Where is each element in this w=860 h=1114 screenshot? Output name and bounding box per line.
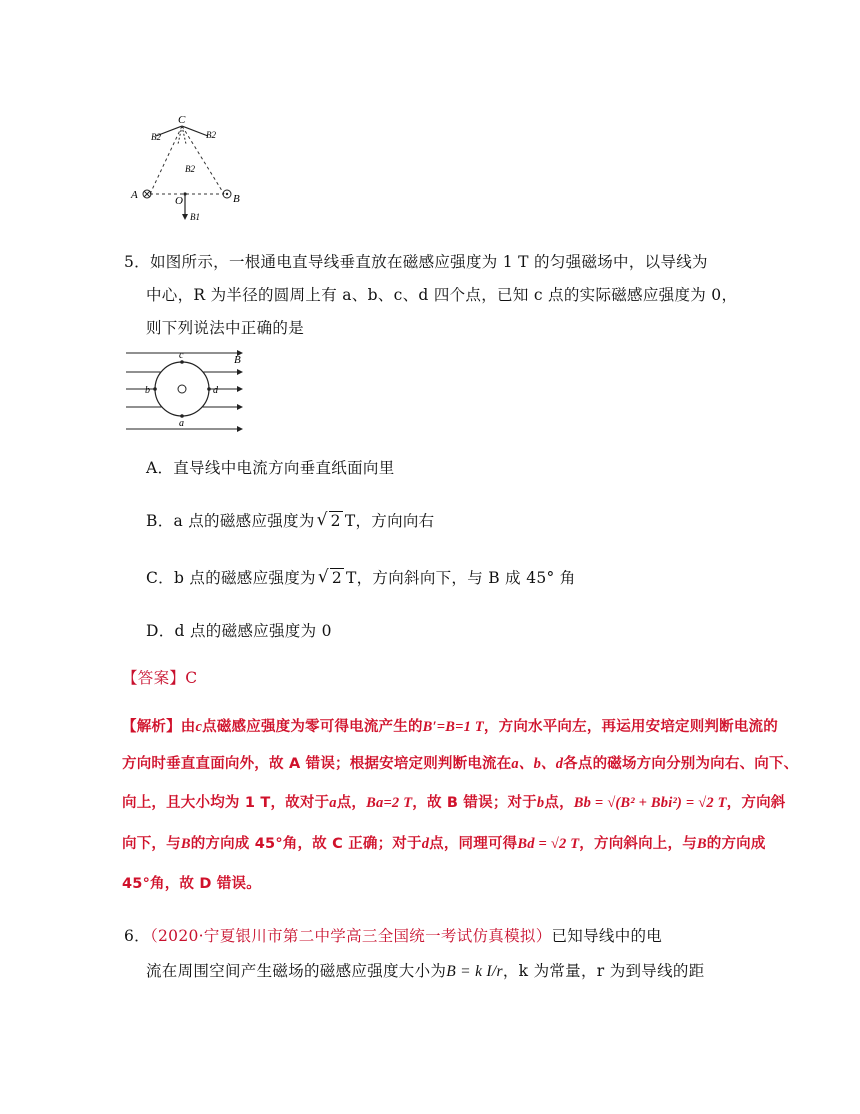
fig2-label-b: B bbox=[234, 354, 241, 366]
fig2-label-b-point: b bbox=[145, 385, 150, 396]
analysis-line1: 【解析】由c点磁感应强度为零可得电流产生的B′=B=1 T，方向水平向左，再运用安培定则判断电流的 bbox=[122, 719, 778, 735]
fig1-label-b1: B1 bbox=[190, 212, 200, 222]
q6-source: （2020·宁夏银川市第二中学高三全国统一考试仿真模拟） bbox=[149, 927, 552, 945]
formula-bd: Bd = √2 T bbox=[517, 836, 580, 852]
fig1-label-o: O bbox=[175, 195, 183, 207]
fig1-label-b2-left: B2 bbox=[151, 132, 161, 142]
q5-option-c-text: C．b 点的磁感应强度为 bbox=[146, 569, 316, 587]
analysis-line5: 45°角，故 D 错误。 bbox=[122, 876, 261, 892]
q5-line3: 则下列说法中正确的是 bbox=[146, 319, 305, 337]
figure-triangle-field bbox=[128, 112, 248, 230]
q5-option-a: A．直导线中电流方向垂直纸面向里 bbox=[146, 459, 395, 477]
fig1-label-b: B bbox=[233, 193, 240, 205]
sqrt-2: √ 2 bbox=[317, 512, 343, 530]
answer-line bbox=[122, 666, 197, 688]
figure-circle-field bbox=[124, 346, 254, 436]
fig1-label-c: C bbox=[178, 114, 186, 126]
q6-line1 bbox=[124, 924, 662, 946]
answer-label: 【答案】 bbox=[122, 669, 186, 687]
fig1-label-b2-right: B2 bbox=[206, 130, 216, 140]
q5-option-b-tail: T，方向向右 bbox=[344, 512, 435, 530]
analysis-line4: 向下，与B的方向成 45°角，故 C 正确；对于d点，同理可得Bd = √2 T，方向斜向上，与B的方向成 bbox=[122, 836, 766, 852]
fig2-label-d: d bbox=[213, 385, 218, 396]
fig2-label-c: c bbox=[179, 350, 184, 361]
formula-bb: Bb = √(B² + Bbi²) = √2 T bbox=[573, 795, 727, 811]
q5-option-b bbox=[146, 509, 434, 531]
q6-line2: 流在周围空间产生磁场的磁感应强度大小为B = k I/r，k 为常量，r 为到导线的距 bbox=[146, 962, 705, 980]
q6-line1-text: 已知导线中的电 bbox=[551, 927, 663, 945]
fig1-label-b2-mid: B2 bbox=[185, 164, 195, 174]
q5-option-c bbox=[146, 566, 576, 588]
q5-option-b-text: B．a 点的磁感应强度为 bbox=[146, 512, 315, 530]
fig1-label-a: A bbox=[131, 189, 138, 201]
sqrt-2: √ 2 bbox=[318, 569, 344, 587]
answer-value: C bbox=[185, 669, 198, 687]
fig2-label-a: a bbox=[179, 418, 184, 429]
q5-option-d: D．d 点的磁感应强度为 0 bbox=[146, 622, 332, 640]
analysis-line2: 方向时垂直直面向外，故 A 错误；根据安培定则判断电流在a、b、d各点的磁场方向分别为向右、向下、 bbox=[122, 756, 799, 772]
formula-b-kir: B = k I/r bbox=[446, 963, 503, 980]
q5-line2: 中心，R 为半径的圆周上有 a、b、c、d 四个点，已知 c 点的实际磁感应强度为 0， bbox=[146, 286, 738, 304]
q5-line1: 5．如图所示，一根通电直导线垂直放在磁感应强度为 1 T 的匀强磁场中，以导线为 bbox=[124, 253, 708, 271]
q5-option-c-tail: T，方向斜向下，与 B 成 45° 角 bbox=[345, 569, 576, 587]
analysis-line3: 向上，且大小均为 1 T，故对于a点，Ba=2 T，故 B 错误；对于b点，Bb = √(B² + Bbi²) = √2 T，方向斜 bbox=[122, 795, 786, 811]
q6-number: 6． bbox=[124, 927, 150, 945]
